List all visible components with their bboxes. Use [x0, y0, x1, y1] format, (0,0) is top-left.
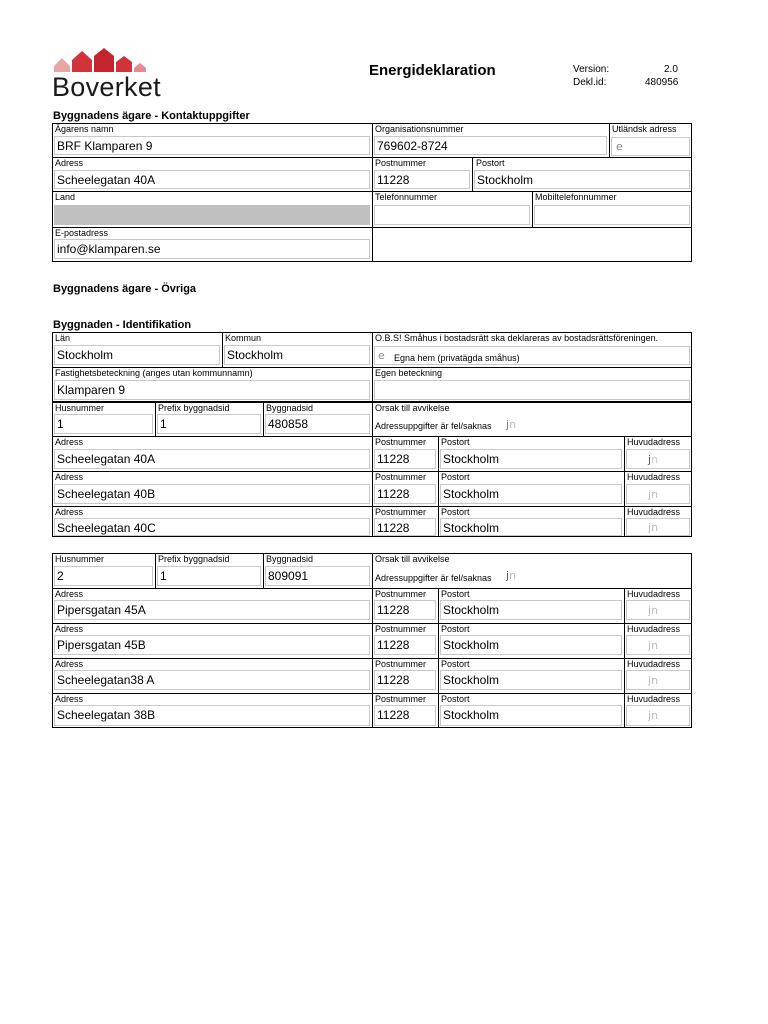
address-label: Adress	[55, 158, 84, 168]
postort-field[interactable]: Stockholm	[474, 170, 690, 189]
radio-icon: jn	[648, 709, 659, 722]
phone-label: Telefonnummer	[375, 192, 438, 202]
radio-icon: jn	[648, 453, 659, 466]
email-label: E-postadress	[55, 228, 109, 238]
dekl-id-value: 480956	[645, 77, 679, 88]
postnummer-label: Postnummer	[375, 589, 427, 599]
fastighet-label: Fastighetsbeteckning (anges utan kommunnamn)	[55, 368, 253, 378]
postort-label: Postort	[441, 624, 470, 634]
postnummer-field[interactable]: 11228	[374, 600, 436, 620]
huvudadress-checkbox[interactable]	[626, 705, 690, 726]
org-nr-field[interactable]: 769602-8724	[374, 136, 607, 155]
boverket-logo	[52, 44, 162, 100]
lan-field[interactable]: Stockholm	[54, 345, 220, 365]
husnummer-field[interactable]: 2	[54, 566, 153, 586]
phone-field[interactable]	[374, 205, 530, 225]
radio-icon: jn	[648, 674, 659, 687]
postort-label: Postort	[441, 507, 470, 517]
adress-field[interactable]: Pipersgatan 45A	[54, 600, 370, 620]
checkbox-icon: e	[616, 140, 623, 153]
huvudadress-checkbox[interactable]	[626, 635, 690, 655]
postnr-label: Postnummer	[375, 158, 427, 168]
owner-name-field[interactable]: BRF Klamparen 9	[54, 136, 370, 155]
owner-name-label: Ägarens namn	[55, 124, 114, 134]
adress-label: Adress	[55, 437, 84, 447]
egen-beteckning-field[interactable]	[374, 380, 690, 400]
egna-hem-label: Egna hem (privatägda småhus)	[394, 353, 520, 363]
foreign-address-label: Utländsk adress	[612, 124, 677, 134]
page-title: Energideklaration	[369, 62, 496, 79]
prefix-label: Prefix byggnadsid	[158, 403, 230, 413]
postnummer-field[interactable]: 11228	[374, 449, 436, 469]
radio-icon: jn	[648, 639, 659, 652]
prefix-field[interactable]: 1	[157, 414, 261, 434]
huvudadress-label: Huvudadress	[627, 437, 681, 447]
huvudadress-label: Huvudadress	[627, 507, 681, 517]
adress-field[interactable]: Scheelegatan 40A	[54, 449, 370, 469]
huvudadress-label: Huvudadress	[627, 694, 681, 704]
adress-field[interactable]: Scheelegatan 40B	[54, 484, 370, 504]
huvudadress-label: Huvudadress	[627, 624, 681, 634]
postnummer-label: Postnummer	[375, 437, 427, 447]
postort-field[interactable]: Stockholm	[440, 670, 622, 690]
postnummer-field[interactable]: 11228	[374, 518, 436, 536]
husnummer-field[interactable]: 1	[54, 414, 153, 434]
huvudadress-label: Huvudadress	[627, 472, 681, 482]
huvudadress-checkbox[interactable]	[626, 449, 690, 469]
adress-label: Adress	[55, 472, 84, 482]
postort-field[interactable]: Stockholm	[440, 518, 622, 536]
byggnadsid-label: Byggnadsid	[266, 554, 314, 564]
section-title-owner-contact: Byggnadens ägare - Kontaktuppgifter	[53, 110, 250, 122]
email-field[interactable]: info@klamparen.se	[54, 239, 370, 259]
postort-label: Postort	[441, 472, 470, 482]
adress-field[interactable]: Scheelegatan 40C	[54, 518, 370, 536]
mobile-field[interactable]	[534, 205, 690, 225]
orsak-label: Orsak till avvikelse	[375, 403, 450, 413]
adress-label: Adress	[55, 659, 84, 669]
postnummer-field[interactable]: 11228	[374, 484, 436, 504]
postort-label: Postort	[476, 158, 505, 168]
postnr-field[interactable]: 11228	[374, 170, 470, 189]
postort-field[interactable]: Stockholm	[440, 635, 622, 655]
huvudadress-checkbox[interactable]	[626, 518, 690, 536]
postort-label: Postort	[441, 437, 470, 447]
adress-label: Adress	[55, 589, 84, 599]
adress-field[interactable]: Pipersgatan 45B	[54, 635, 370, 655]
postort-field[interactable]: Stockholm	[440, 600, 622, 620]
byggnadsid-field[interactable]: 809091	[265, 566, 370, 586]
radio-icon: jn	[648, 521, 659, 534]
logo-houses-icon	[52, 44, 162, 74]
huvudadress-checkbox[interactable]	[626, 600, 690, 620]
address-field[interactable]: Scheelegatan 40A	[54, 170, 370, 189]
adress-field[interactable]: Scheelegatan 38B	[54, 705, 370, 726]
prefix-field[interactable]: 1	[157, 566, 261, 586]
dekl-id-label: Dekl.id:	[573, 77, 607, 88]
org-nr-label: Organisationsnummer	[375, 124, 464, 134]
checkbox-icon: e	[378, 349, 385, 362]
husnummer-label: Husnummer	[55, 554, 105, 564]
postnummer-label: Postnummer	[375, 694, 427, 704]
adressuppgifter-checkbox[interactable]: jn	[506, 569, 517, 582]
postnummer-field[interactable]: 11228	[374, 705, 436, 726]
postort-field[interactable]: Stockholm	[440, 484, 622, 504]
adressuppgifter-label: Adressuppgifter är fel/saknas	[375, 421, 492, 431]
obs-note: O.B.S! Småhus i bostadsrätt ska deklareras av bostadsrättsföreningen.	[375, 333, 659, 343]
postort-field[interactable]: Stockholm	[440, 705, 622, 726]
lan-label: Län	[55, 333, 71, 343]
egen-beteckning-label: Egen beteckning	[375, 368, 443, 378]
radio-icon: jn	[648, 604, 659, 617]
orsak-label: Orsak till avvikelse	[375, 554, 450, 564]
section-title-identification: Byggnaden - Identifikation	[53, 319, 192, 331]
adressuppgifter-checkbox[interactable]: jn	[506, 418, 517, 431]
adress-label: Adress	[55, 507, 84, 517]
byggnadsid-label: Byggnadsid	[266, 403, 314, 413]
husnummer-label: Husnummer	[55, 403, 105, 413]
adress-field[interactable]: Scheelegatan38 A	[54, 670, 370, 690]
postnummer-label: Postnummer	[375, 624, 427, 634]
postnummer-label: Postnummer	[375, 507, 427, 517]
huvudadress-label: Huvudadress	[627, 589, 681, 599]
postort-label: Postort	[441, 659, 470, 669]
huvudadress-checkbox[interactable]	[626, 670, 690, 690]
postnummer-field[interactable]: 11228	[374, 635, 436, 655]
huvudadress-checkbox[interactable]	[626, 484, 690, 504]
egna-hem-checkbox[interactable]	[374, 346, 690, 365]
postnummer-label: Postnummer	[375, 472, 427, 482]
adressuppgifter-label: Adressuppgifter är fel/saknas	[375, 573, 492, 583]
foreign-address-checkbox[interactable]	[611, 137, 690, 156]
country-label: Land	[55, 192, 76, 202]
mobile-label: Mobiltelefonnummer	[535, 192, 617, 202]
postort-label: Postort	[441, 694, 470, 704]
version-value: 2.0	[664, 64, 678, 75]
country-field[interactable]	[54, 205, 370, 225]
postnummer-label: Postnummer	[375, 659, 427, 669]
radio-icon: jn	[648, 488, 659, 501]
prefix-label: Prefix byggnadsid	[158, 554, 230, 564]
kommun-field[interactable]: Stockholm	[224, 345, 370, 365]
postnummer-field[interactable]: 11228	[374, 670, 436, 690]
adress-label: Adress	[55, 624, 84, 634]
byggnadsid-field[interactable]: 480858	[265, 414, 370, 434]
fastighet-field[interactable]: Klamparen 9	[54, 380, 370, 400]
postort-label: Postort	[441, 589, 470, 599]
huvudadress-label: Huvudadress	[627, 659, 681, 669]
postort-field[interactable]: Stockholm	[440, 449, 622, 469]
kommun-label: Kommun	[225, 333, 262, 343]
version-label: Version:	[573, 64, 610, 75]
section-title-owner-other: Byggnadens ägare - Övriga	[53, 283, 197, 295]
logo-text: Boverket	[52, 72, 161, 102]
adress-label: Adress	[55, 694, 84, 704]
